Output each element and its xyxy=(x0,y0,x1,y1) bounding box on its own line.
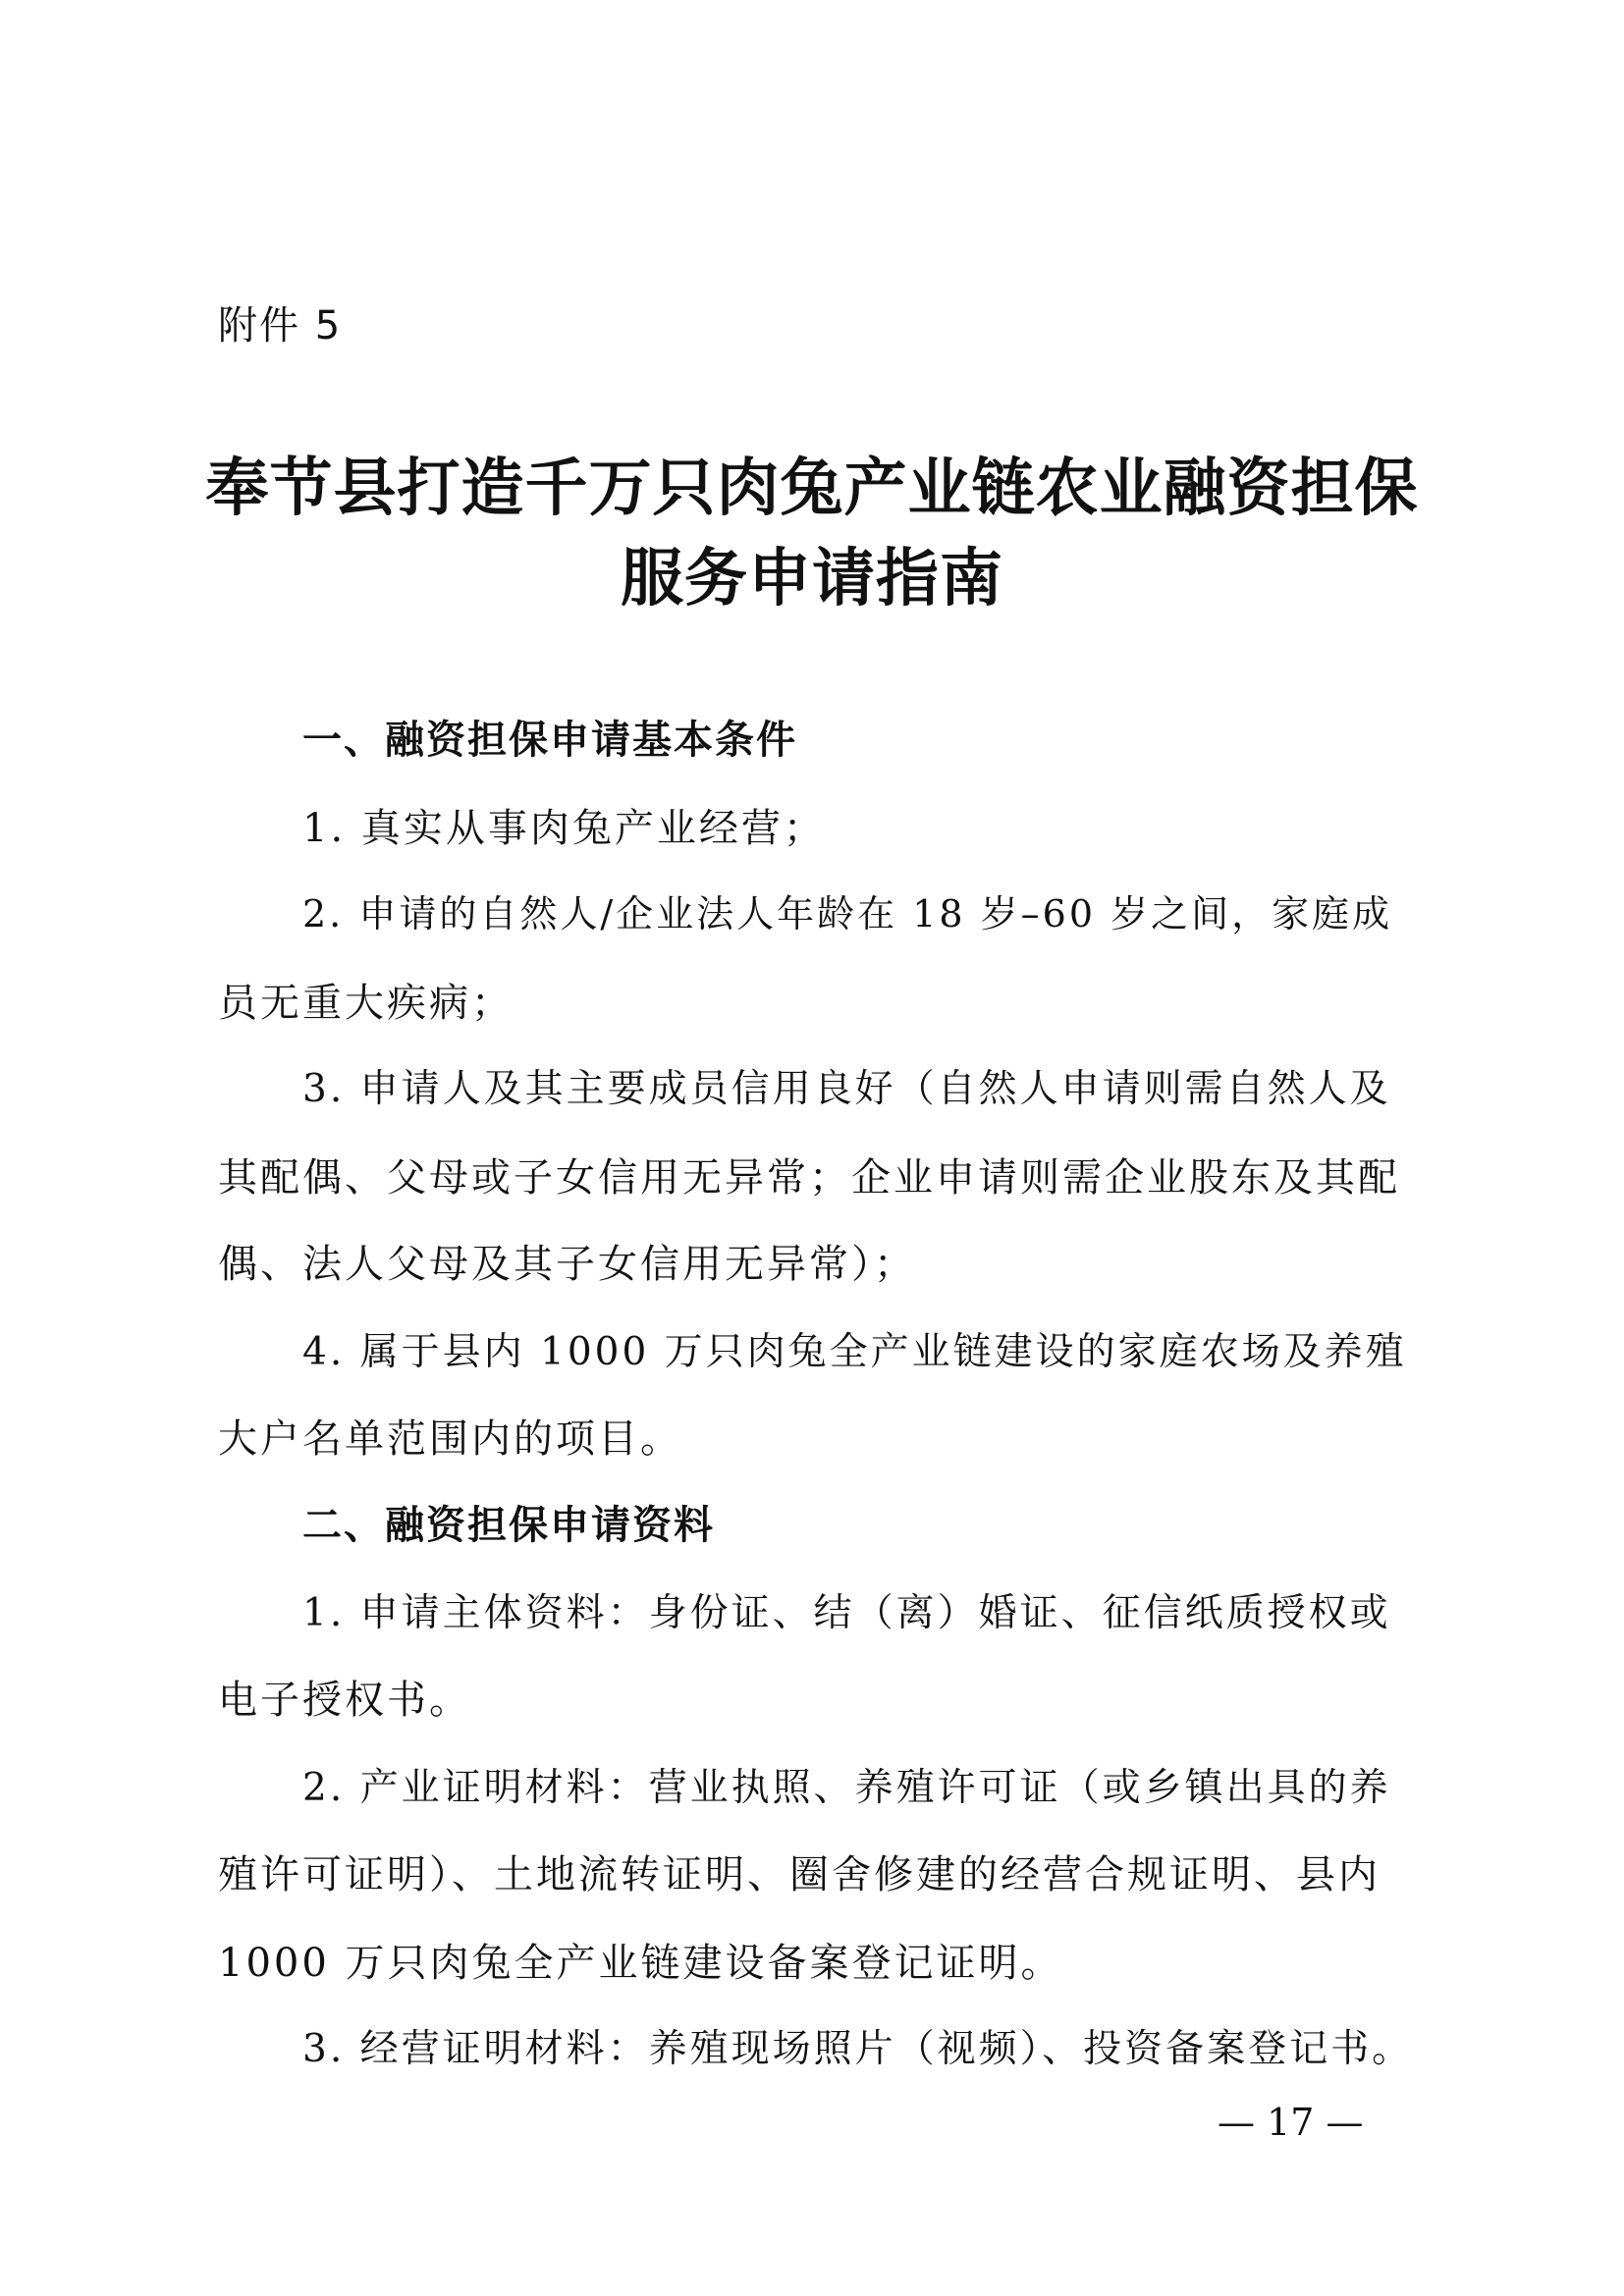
section-2-item-2-line-2: 殖许可证明）、土地流转证明、圈舍修建的经营合规证明、县内 xyxy=(218,1852,1380,1897)
page-number: — 17 — xyxy=(1218,2101,1364,2144)
section-1-item-2-line-1: 2. 申请的自然人/企业法人年龄在 18 岁–60 岁之间，家庭成 xyxy=(302,892,1393,935)
attachment-label: 附件 5 xyxy=(218,303,343,348)
section-2-heading: 二、融资担保申请资料 xyxy=(302,1503,715,1548)
section-1-item-3-line-1: 3. 申请人及其主要成员信用良好（自然人申请则需自然人及 xyxy=(302,1067,1391,1111)
document-title-line-1: 奉节县打造千万只肉兔产业链农业融资担保 xyxy=(205,453,1419,525)
section-1-item-3-line-2: 其配偶、父母或子女信用无异常；企业申请则需企业股东及其配 xyxy=(218,1155,1400,1201)
section-1-item-3-line-3: 偶、法人父母及其子女信用无异常）； xyxy=(218,1242,916,1287)
section-2-item-3: 3. 经营证明材料：养殖现场照片（视频）、投资备案登记书。 xyxy=(302,2027,1414,2071)
section-1-heading: 一、融资担保申请基本条件 xyxy=(302,718,797,763)
document-title-line-2: 服务申请指南 xyxy=(621,543,1003,615)
section-2-item-2-line-1: 2. 产业证明材料：营业执照、养殖许可证（或乡镇出具的养 xyxy=(302,1766,1391,1810)
section-2-item-2-line-3: 1000 万只肉兔全产业链建设备案登记证明。 xyxy=(218,1941,1063,1986)
section-1-item-2-line-2: 员无重大疾病； xyxy=(218,981,514,1026)
section-1-item-4-line-2: 大户名单范围内的项目。 xyxy=(218,1416,682,1462)
section-1-item-1: 1. 真实从事肉兔产业经营； xyxy=(302,806,826,851)
section-2-item-1-line-2: 电子授权书。 xyxy=(218,1678,471,1723)
section-2-item-1-line-1: 1. 申请主体资料：身份证、结（离）婚证、征信纸质授权或 xyxy=(302,1591,1391,1635)
section-1-item-4-line-1: 4. 属于县内 1000 万只肉兔全产业链建设的家庭农场及养殖 xyxy=(302,1330,1407,1374)
